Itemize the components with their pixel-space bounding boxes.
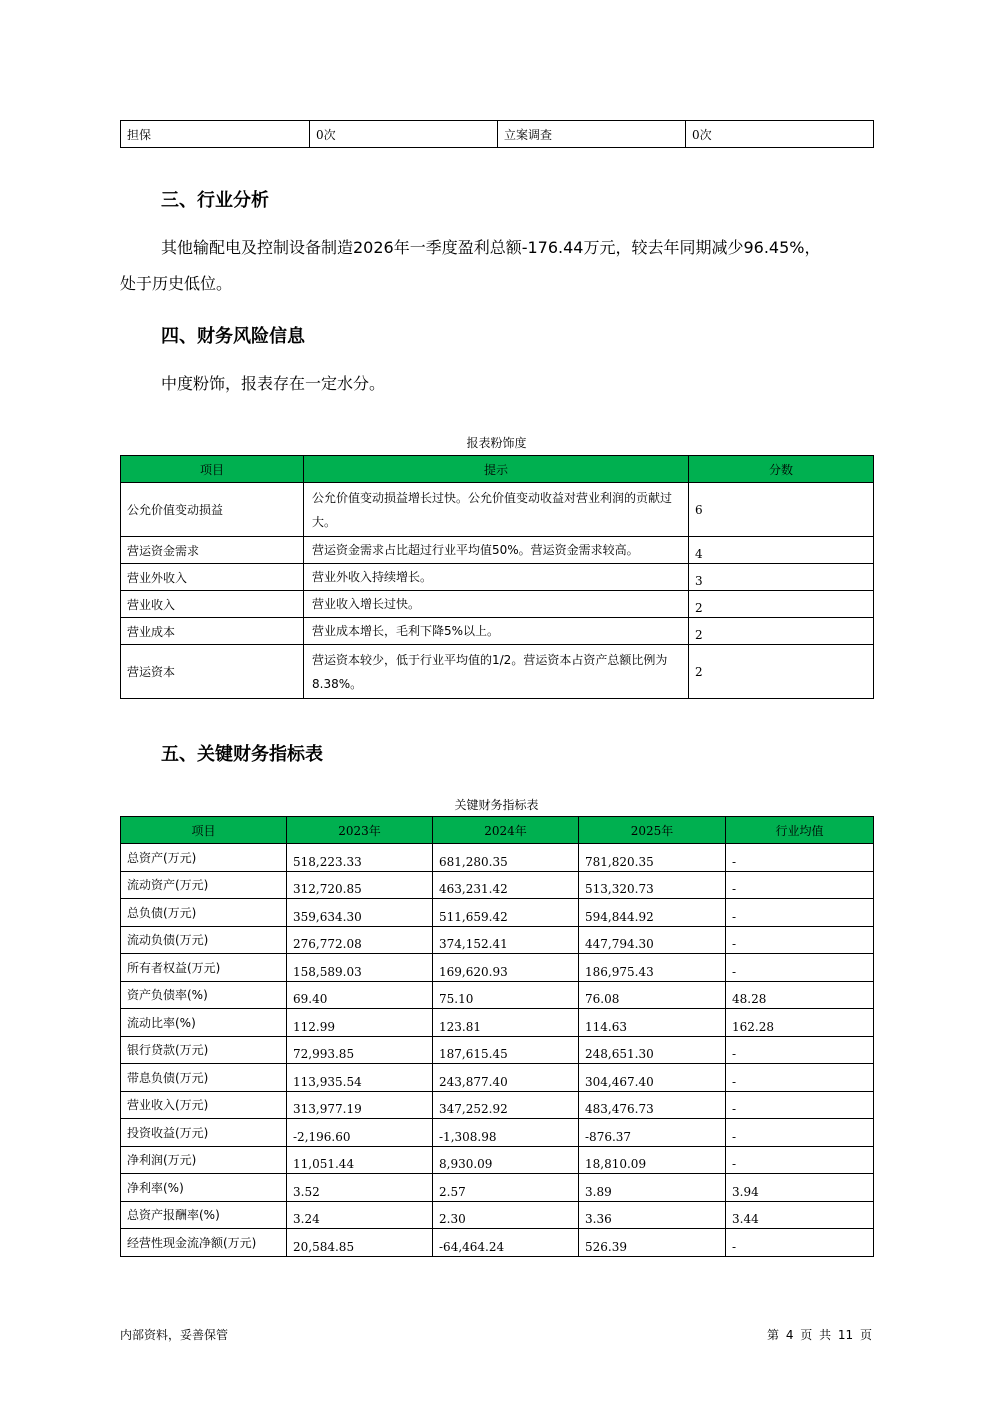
- fin-value: -: [726, 871, 874, 899]
- fin-value: 3.36: [579, 1201, 726, 1229]
- cell-guarantee-value: 0次: [310, 121, 498, 148]
- risk-table-caption: 报表粉饰度: [466, 436, 527, 450]
- fin-value: 114.63: [579, 1009, 726, 1037]
- fin-value: 72,993.85: [287, 1036, 433, 1064]
- section3-title: 三、行业分析: [161, 190, 269, 211]
- fin-value: 69.40: [287, 981, 433, 1009]
- fin-value: -: [726, 954, 874, 982]
- fin-value: 3.89: [579, 1174, 726, 1202]
- fin-value: -64,464.24: [433, 1229, 579, 1257]
- fin-value: 511,659.42: [433, 899, 579, 927]
- risk-hint: 公允价值变动损益增长过快。公允价值变动收益对营业利润的贡献过大。: [304, 483, 689, 537]
- fin-table-caption: 关键财务指标表: [454, 798, 539, 812]
- fin-value: 113,935.54: [287, 1064, 433, 1092]
- fin-value: 2.57: [433, 1174, 579, 1202]
- fin-value: 158,589.03: [287, 954, 433, 982]
- table-row: [121, 844, 874, 872]
- fin-value: 18,810.09: [579, 1146, 726, 1174]
- risk-item: 营运资金需求: [121, 537, 304, 564]
- risk-table: [120, 455, 874, 699]
- risk-hint: 营业外收入持续增长。: [304, 564, 689, 591]
- section4-text: 中度粉饰，报表存在一定水分。: [161, 374, 386, 393]
- section3-text-line2: 处于历史低位。: [120, 274, 233, 293]
- header-hint: 提示: [304, 456, 689, 483]
- table-row: [121, 121, 874, 148]
- fin-value: 347,252.92: [433, 1091, 579, 1119]
- risk-item: 营运资本: [121, 645, 304, 699]
- table-row: [121, 871, 874, 899]
- fin-item: 总资产报酬率(%): [121, 1201, 287, 1229]
- fin-value: -: [726, 1036, 874, 1064]
- table-row: [121, 926, 874, 954]
- fin-value: -: [726, 1091, 874, 1119]
- fin-value: 513,320.73: [579, 871, 726, 899]
- table-row: [121, 1174, 874, 1202]
- fin-item: 经营性现金流净额(万元): [121, 1229, 287, 1257]
- fin-value: 681,280.35: [433, 844, 579, 872]
- fin-value: 187,615.45: [433, 1036, 579, 1064]
- header-item: 项目: [121, 817, 287, 844]
- fin-value: 3.52: [287, 1174, 433, 1202]
- table-row: [121, 1229, 874, 1257]
- table-row: [121, 537, 874, 564]
- fin-value: -: [726, 899, 874, 927]
- risk-item: 营业成本: [121, 618, 304, 645]
- fin-item: 净利润(万元): [121, 1146, 287, 1174]
- fin-item: 银行贷款(万元): [121, 1036, 287, 1064]
- fin-item: 所有者权益(万元): [121, 954, 287, 982]
- table-row: [121, 1009, 874, 1037]
- fin-value: 518,223.33: [287, 844, 433, 872]
- table-row: [121, 591, 874, 618]
- section3-text-line1: 其他输配电及控制设备制造2026年一季度盈利总额-176.44万元，较去年同期减少96.45%，: [161, 238, 821, 257]
- header-score: 分数: [689, 456, 874, 483]
- fin-value: 3.44: [726, 1201, 874, 1229]
- fin-item: 资产负债率(%): [121, 981, 287, 1009]
- cell-investigation-label: 立案调查: [498, 121, 686, 148]
- fin-item: 营业收入(万元): [121, 1091, 287, 1119]
- fin-value: 20,584.85: [287, 1229, 433, 1257]
- risk-item: 营业收入: [121, 591, 304, 618]
- fin-value: 76.08: [579, 981, 726, 1009]
- fin-value: 112.99: [287, 1009, 433, 1037]
- fin-value: 243,877.40: [433, 1064, 579, 1092]
- header-2024: 2024年: [433, 817, 579, 844]
- fin-item: 流动负债(万元): [121, 926, 287, 954]
- table-row: [121, 1146, 874, 1174]
- fin-value: 169,620.93: [433, 954, 579, 982]
- risk-item: 营业外收入: [121, 564, 304, 591]
- table-row: [121, 564, 874, 591]
- fin-value: -: [726, 1146, 874, 1174]
- header-2025: 2025年: [579, 817, 726, 844]
- table-row: [121, 1201, 874, 1229]
- fin-value: 123.81: [433, 1009, 579, 1037]
- table-row: [121, 618, 874, 645]
- fin-value: -: [726, 1119, 874, 1147]
- fin-value: -: [726, 844, 874, 872]
- table-row: [121, 1064, 874, 1092]
- fin-value: -876.37: [579, 1119, 726, 1147]
- fin-value: -2,196.60: [287, 1119, 433, 1147]
- fin-value: 3.94: [726, 1174, 874, 1202]
- fin-value: 304,467.40: [579, 1064, 726, 1092]
- table-header-row: [121, 817, 874, 844]
- table-row: [121, 899, 874, 927]
- header-item: 项目: [121, 456, 304, 483]
- fin-value: 526.39: [579, 1229, 726, 1257]
- fin-value: 447,794.30: [579, 926, 726, 954]
- table-row: [121, 981, 874, 1009]
- fin-value: 483,476.73: [579, 1091, 726, 1119]
- risk-score: 2: [689, 618, 874, 645]
- fin-value: 359,634.30: [287, 899, 433, 927]
- footer-page-number: 第 4 页 共 11 页: [767, 1328, 872, 1342]
- risk-score: 2: [689, 645, 874, 699]
- section4-title: 四、财务风险信息: [161, 326, 305, 347]
- fin-item: 净利率(%): [121, 1174, 287, 1202]
- fin-item: 投资收益(万元): [121, 1119, 287, 1147]
- fin-value: 781,820.35: [579, 844, 726, 872]
- fin-item: 总资产(万元): [121, 844, 287, 872]
- fin-value: -: [726, 1229, 874, 1257]
- fin-value: 312,720.85: [287, 871, 433, 899]
- fin-value: 8,930.09: [433, 1146, 579, 1174]
- fin-item: 带息负债(万元): [121, 1064, 287, 1092]
- section5-title: 五、关键财务指标表: [161, 744, 323, 765]
- risk-score: 4: [689, 537, 874, 564]
- table-header-row: [121, 456, 874, 483]
- risk-score: 3: [689, 564, 874, 591]
- table-row: [121, 1119, 874, 1147]
- fin-value: -: [726, 926, 874, 954]
- fin-item: 流动比率(%): [121, 1009, 287, 1037]
- fin-value: 276,772.08: [287, 926, 433, 954]
- fin-item: 总负债(万元): [121, 899, 287, 927]
- risk-hint: 营业收入增长过快。: [304, 591, 689, 618]
- risk-score: 2: [689, 591, 874, 618]
- fin-value: 374,152.41: [433, 926, 579, 954]
- table-row: [121, 954, 874, 982]
- header-industry-avg: 行业均值: [726, 817, 874, 844]
- fin-value: 594,844.92: [579, 899, 726, 927]
- fin-value: 48.28: [726, 981, 874, 1009]
- fin-value: 2.30: [433, 1201, 579, 1229]
- risk-hint: 营业成本增长，毛利下降5%以上。: [304, 618, 689, 645]
- table-row: [121, 1091, 874, 1119]
- fin-value: -: [726, 1064, 874, 1092]
- risk-hint: 营运资金需求占比超过行业平均值50%。营运资金需求较高。: [304, 537, 689, 564]
- fin-item: 流动资产(万元): [121, 871, 287, 899]
- risk-item: 公允价值变动损益: [121, 483, 304, 537]
- header-2023: 2023年: [287, 817, 433, 844]
- continuation-table: [120, 120, 874, 148]
- table-row: [121, 483, 874, 537]
- fin-value: 248,651.30: [579, 1036, 726, 1064]
- fin-value: 11,051.44: [287, 1146, 433, 1174]
- cell-guarantee-label: 担保: [121, 121, 310, 148]
- fin-value: 75.10: [433, 981, 579, 1009]
- risk-score: 6: [689, 483, 874, 537]
- fin-value: 3.24: [287, 1201, 433, 1229]
- fin-value: 186,975.43: [579, 954, 726, 982]
- fin-value: 463,231.42: [433, 871, 579, 899]
- fin-value: -1,308.98: [433, 1119, 579, 1147]
- footer-left: 内部资料，妥善保管: [120, 1328, 229, 1342]
- risk-hint: 营运资本较少，低于行业平均值的1/2。营运资本占资产总额比例为8.38%。: [304, 645, 689, 699]
- fin-table: [120, 816, 874, 1257]
- table-row: [121, 645, 874, 699]
- fin-value: 313,977.19: [287, 1091, 433, 1119]
- fin-value: 162.28: [726, 1009, 874, 1037]
- cell-investigation-value: 0次: [686, 121, 874, 148]
- table-row: [121, 1036, 874, 1064]
